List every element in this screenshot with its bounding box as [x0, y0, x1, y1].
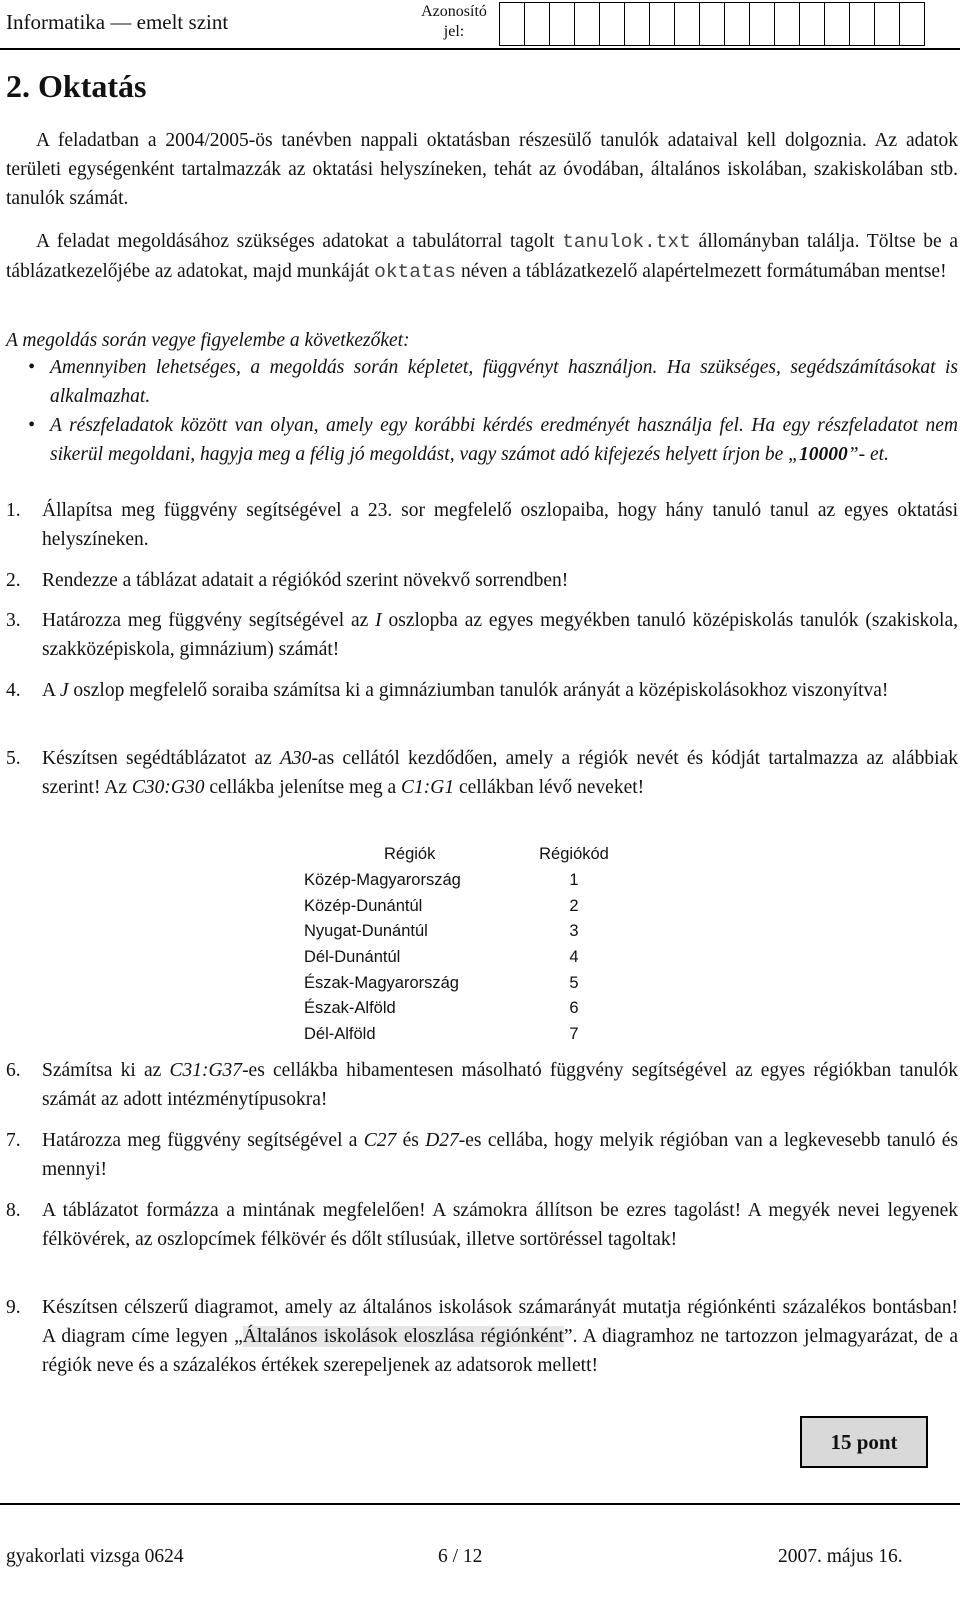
id-digit-box — [549, 2, 575, 46]
task-8 — [6, 1196, 958, 1254]
task-2-number: 2. — [6, 570, 21, 591]
footer-page-number: 6 / 12 — [438, 1546, 483, 1567]
region-name: Közép-Dunántúl — [304, 896, 423, 915]
task-2 — [6, 566, 958, 595]
task-9 — [6, 1293, 958, 1380]
region-row — [304, 893, 619, 919]
id-digit-box — [899, 2, 925, 46]
intro-paragraph-1: A feladatban a 2004/2005-ös tanévben nappali oktatásban részesülő tanulók adataival kell dolgoznia. Az adatok területi egységenként tartalmazzák az oktatási helyszíneken, tehát az óvodában, általános iskolában, szakiskolában stb. tanulók számát. — [6, 130, 958, 209]
header-subject: Informatika — emelt szint — [6, 10, 229, 34]
id-digit-box — [524, 2, 550, 46]
task-3-number: 3. — [6, 610, 21, 631]
id-digit-box — [824, 2, 850, 46]
id-digit-box — [724, 2, 750, 46]
task-8-number: 8. — [6, 1200, 21, 1221]
section-title: 2. Oktatás — [6, 68, 147, 104]
note-bullet-2-bold: 10000 — [799, 444, 848, 465]
task-7-text — [42, 1126, 958, 1184]
region-row — [304, 919, 619, 945]
task-2-text: Rendezze a táblázat adatait a régiókód szerint növekvő sorrendben! — [42, 570, 569, 591]
task-9-text — [42, 1293, 958, 1380]
note-bullet-1-text: Amennyiben lehetséges, a megoldás során képletet, függvényt használjon. Ha szükséges, segédszámításokat is alkalmazhat. — [50, 357, 958, 407]
intro-p2-c: néven a táblázatkezelő alapértelmezett formátumában mentse! — [456, 261, 947, 282]
header-divider — [0, 48, 960, 50]
id-digit-box — [624, 2, 650, 46]
task-6-text — [42, 1056, 958, 1114]
task-3-a: Határozza meg függvény segítségével az — [42, 610, 376, 631]
id-digit-box — [574, 2, 600, 46]
region-code-header: Régiókód — [539, 845, 609, 864]
data-file-name: tanulok.txt — [562, 231, 691, 253]
task-4-number: 4. — [6, 680, 21, 701]
task-5-b: -as cellától kezdődően, amely a régiók nevét és kódját tartalmazza az alábbiak szerint! Az — [42, 748, 959, 798]
note-bullet-list — [28, 353, 958, 469]
task-3-b: oszlopba az egyes megyékben tanuló középiskolás tanulók (szakiskola, szakközépiskola, gimnázium) számát! — [42, 610, 958, 660]
task-6-cell: C31:G37 — [169, 1060, 243, 1081]
id-digit-box — [649, 2, 675, 46]
task-4-column: J — [59, 680, 69, 701]
task-7-cell-2: D27 — [425, 1130, 459, 1151]
bullet-icon: • — [28, 415, 35, 436]
region-row — [304, 868, 619, 894]
task-5-text — [42, 744, 958, 802]
footer-date: 2007. május 16. — [778, 1546, 903, 1567]
region-name: Közép-Magyarország — [304, 871, 461, 890]
region-row — [304, 945, 619, 971]
task-7 — [6, 1126, 958, 1184]
region-header: Régiók — [384, 845, 436, 864]
task-9-a: Készítsen célszerű diagramot, amely az általános iskolások számarányát mutatja régiónkénti százalékos bontásban! A diagram címe legyen „ — [42, 1297, 958, 1347]
task-5-cell-2: C30:G30 — [131, 777, 205, 798]
id-digit-box — [774, 2, 800, 46]
task-4 — [6, 676, 958, 705]
task-7-c: -es cellába, hogy melyik régióban van a legkevesebb tanuló és mennyi! — [42, 1130, 958, 1180]
task-9-chart-title: Általános iskolások eloszlása régiónként — [242, 1326, 564, 1347]
task-5-c: cellákba jelenítse meg a — [204, 777, 402, 798]
id-label-line1: Azonosító — [421, 3, 487, 20]
task-1-text: Állapítsa meg függvény segítségével a 23. sor megfelelő oszlopaiba, hogy hány tanuló tanul az egyes oktatási helyszíneken. — [42, 500, 958, 550]
footer-divider — [0, 1503, 960, 1505]
region-row — [304, 1022, 619, 1048]
task-1-number: 1. — [6, 500, 21, 521]
note-bullet-2 — [0, 411, 958, 469]
id-digit-box — [849, 2, 875, 46]
task-5-cell-3: C1:G1 — [401, 777, 455, 798]
task-1 — [6, 496, 958, 554]
task-5-number: 5. — [6, 748, 21, 769]
id-digit-box — [699, 2, 725, 46]
task-6-b: -es cellákba hibamentesen másolható függvény segítségével az egyes régiókban tanulók számát az adott intézménytípusokra! — [42, 1060, 958, 1110]
task-3-column: I — [375, 610, 382, 631]
task-8-text: A táblázatot formázza a mintának megfelelően! A számokra állítson be ezres tagolást! A megyék nevei legyenek félkövérek, az oszlopcímek félkövér és dőlt stílusúak, illetve sortöréssel tagoltak! — [42, 1200, 958, 1250]
id-digit-box — [674, 2, 700, 46]
region-code: 3 — [569, 922, 579, 941]
task-7-b: és — [396, 1130, 426, 1151]
task-4-text — [42, 676, 958, 705]
region-name: Dél-Dunántúl — [304, 948, 401, 967]
id-boxes — [500, 2, 925, 46]
task-4-b: oszlop megfelelő soraiba számítsa ki a gimnáziumban tanulók arányát a középiskolásokhoz viszonyítva! — [68, 680, 889, 701]
task-5 — [6, 744, 958, 802]
region-name: Nyugat-Dunántúl — [304, 922, 428, 941]
intro-note: A megoldás során vegye figyelembe a következőket: — [6, 330, 410, 351]
task-7-cell-1: C27 — [363, 1130, 397, 1151]
task-6-a: Számítsa ki az — [42, 1060, 170, 1081]
save-file-name: oktatas — [374, 261, 457, 283]
id-digit-box — [749, 2, 775, 46]
region-code: 4 — [569, 948, 579, 967]
task-6-number: 6. — [6, 1060, 21, 1081]
region-name: Észak-Magyarország — [304, 973, 459, 992]
task-5-cell-1: A30 — [280, 748, 312, 769]
task-9-b: ”. A diagramhoz ne tartozzon jelmagyarázat, de a régiók neve és a százalékos értékek szerepeljenek az adatsorok mellett! — [42, 1326, 958, 1376]
task-3 — [6, 606, 958, 664]
region-code: 6 — [569, 999, 579, 1018]
region-table — [304, 842, 619, 1048]
id-digit-box — [799, 2, 825, 46]
bullet-icon: • — [28, 357, 35, 378]
region-code: 7 — [569, 1025, 579, 1044]
task-5-d: cellákban lévő neveket! — [454, 777, 645, 798]
id-digit-box — [599, 2, 625, 46]
task-7-number: 7. — [6, 1130, 21, 1151]
region-name: Észak-Alföld — [304, 999, 396, 1018]
id-label-line2: jel: — [443, 23, 465, 40]
footer-exam-code: gyakorlati vizsga 0624 — [6, 1546, 184, 1567]
intro-p2-b: állományban találja. Töltse be a táblázatkezelőjébe az adatokat, majd munkáját — [6, 231, 958, 282]
task-4-a: A — [42, 680, 60, 701]
region-table-header — [304, 842, 619, 868]
region-row — [304, 996, 619, 1022]
task-7-a: Határozza meg függvény segítségével a — [42, 1130, 364, 1151]
note-bullet-1 — [0, 353, 958, 411]
region-code: 1 — [569, 871, 579, 890]
task-9-number: 9. — [6, 1297, 21, 1318]
id-digit-box — [874, 2, 900, 46]
note-bullet-2-end: ”- et. — [847, 444, 889, 465]
region-name: Dél-Alföld — [304, 1025, 376, 1044]
id-label — [410, 2, 498, 42]
task-5-a: Készítsen segédtáblázatot az — [42, 748, 281, 769]
intro-p2-a: A feladat megoldásához szükséges adatokat a tabulátorral tagolt — [36, 231, 563, 252]
points-box: 15 pont — [800, 1416, 928, 1468]
region-row — [304, 970, 619, 996]
task-3-text — [42, 606, 958, 664]
region-code: 5 — [569, 973, 579, 992]
note-bullet-2-text: A részfeladatok között van olyan, amely egy korábbi kérdés eredményét használja fel. Ha egy részfeladatot nem sikerül megoldani, hagyja meg a félig jó megoldást, vagy számot adó kifejezés helyett írjon be „ — [50, 415, 958, 465]
id-digit-box — [499, 2, 525, 46]
region-code: 2 — [569, 896, 579, 915]
intro-paragraph-2 — [6, 227, 958, 287]
task-6 — [6, 1056, 958, 1114]
